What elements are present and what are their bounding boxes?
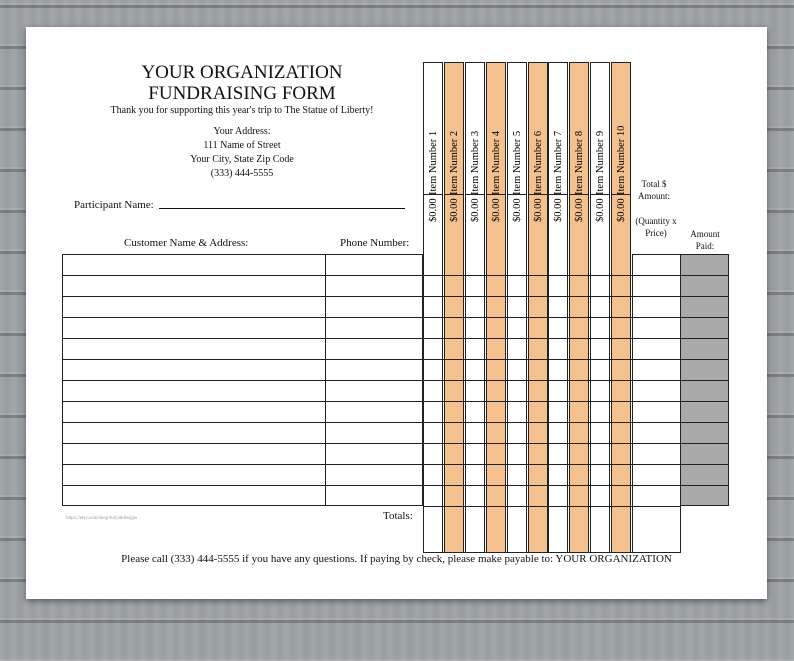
item-divider <box>529 194 547 195</box>
item-name-9: Item Number 9 <box>595 130 607 195</box>
item-name-3: Item Number 3 <box>469 130 481 195</box>
item-name-1: Item Number 1 <box>428 130 439 195</box>
item-divider <box>549 194 567 195</box>
participant-name-line[interactable] <box>159 208 405 209</box>
item-column-1 <box>423 62 443 553</box>
item-column-4 <box>486 62 506 553</box>
item-column-9 <box>590 62 610 553</box>
item-name-8: Item Number 8 <box>574 130 586 195</box>
fundraising-form-page <box>26 27 767 599</box>
org-title: YOUR ORGANIZATION <box>141 62 343 83</box>
table-row-line <box>62 317 729 318</box>
table-row-line <box>62 338 729 339</box>
totals-row-line <box>423 506 681 507</box>
table-row-line <box>62 380 729 381</box>
item-price-5: $0.00 <box>511 198 523 222</box>
item-price-6: $0.00 <box>532 198 544 222</box>
thanks-message: Thank you for supporting this year's trip to The Statue of Liberty! <box>110 105 374 116</box>
item-name-5: Item Number 5 <box>511 130 523 195</box>
table-row-line <box>62 296 729 297</box>
item-price-8: $0.00 <box>574 198 586 222</box>
address-phone: (333) 444-5555 <box>210 168 274 179</box>
item-name-6: Item Number 6 <box>532 130 544 195</box>
item-price-2: $0.00 <box>448 198 460 222</box>
item-divider <box>508 194 526 195</box>
amount-paid-header: Amount Paid: <box>690 229 720 251</box>
item-divider <box>445 194 463 195</box>
footer-note: Please call (333) 444-5555 if you have any questions. If paying by check, please make payable to: YOUR ORGANIZATION <box>121 553 672 565</box>
item-name-10: Item Number 10 <box>616 125 628 195</box>
table-row-line <box>62 359 729 360</box>
item-column-2 <box>444 62 464 553</box>
item-price-7: $0.00 <box>553 198 565 222</box>
item-name-7: Item Number 7 <box>553 130 565 195</box>
item-divider <box>466 194 484 195</box>
phone-header: Phone Number: <box>340 237 410 249</box>
total-column <box>632 254 681 553</box>
item-price-9: $0.00 <box>595 198 607 222</box>
item-name-4: Item Number 4 <box>490 130 502 195</box>
item-price-1: $0.00 <box>428 198 439 222</box>
item-divider <box>424 194 442 195</box>
watermark-text: https://etsy.com/shop/tulyahdesigns <box>66 516 138 521</box>
form-title: FUNDRAISING FORM <box>148 83 336 104</box>
item-price-3: $0.00 <box>469 198 481 222</box>
table-row-line <box>62 464 729 465</box>
table-row-line <box>62 422 729 423</box>
item-column-3 <box>465 62 485 553</box>
table-row-line <box>62 401 729 402</box>
table-row-line <box>62 485 729 486</box>
item-divider <box>591 194 609 195</box>
table-row-line <box>62 275 729 276</box>
quantity-price-note: (Quantity x Price) <box>635 216 677 238</box>
item-name-2: Item Number 2 <box>448 130 460 195</box>
participant-label: Participant Name: <box>74 199 154 211</box>
item-column-6 <box>528 62 548 553</box>
item-divider <box>612 194 630 195</box>
totals-label: Totals: <box>383 510 413 522</box>
item-column-8 <box>569 62 589 553</box>
item-divider <box>570 194 588 195</box>
item-column-10 <box>611 62 631 553</box>
total-amount-header: Total $ Amount: <box>637 179 670 201</box>
address-city: Your City, State Zip Code <box>190 154 294 165</box>
customer-header: Customer Name & Address: <box>124 237 249 249</box>
table-row-line <box>62 443 729 444</box>
address-label: Your Address: <box>213 126 271 137</box>
item-price-4: $0.00 <box>490 198 502 222</box>
item-column-7 <box>548 62 568 553</box>
address-street: 111 Name of Street <box>203 140 281 151</box>
item-divider <box>487 194 505 195</box>
item-price-10: $0.00 <box>616 198 628 222</box>
item-column-5 <box>507 62 527 553</box>
